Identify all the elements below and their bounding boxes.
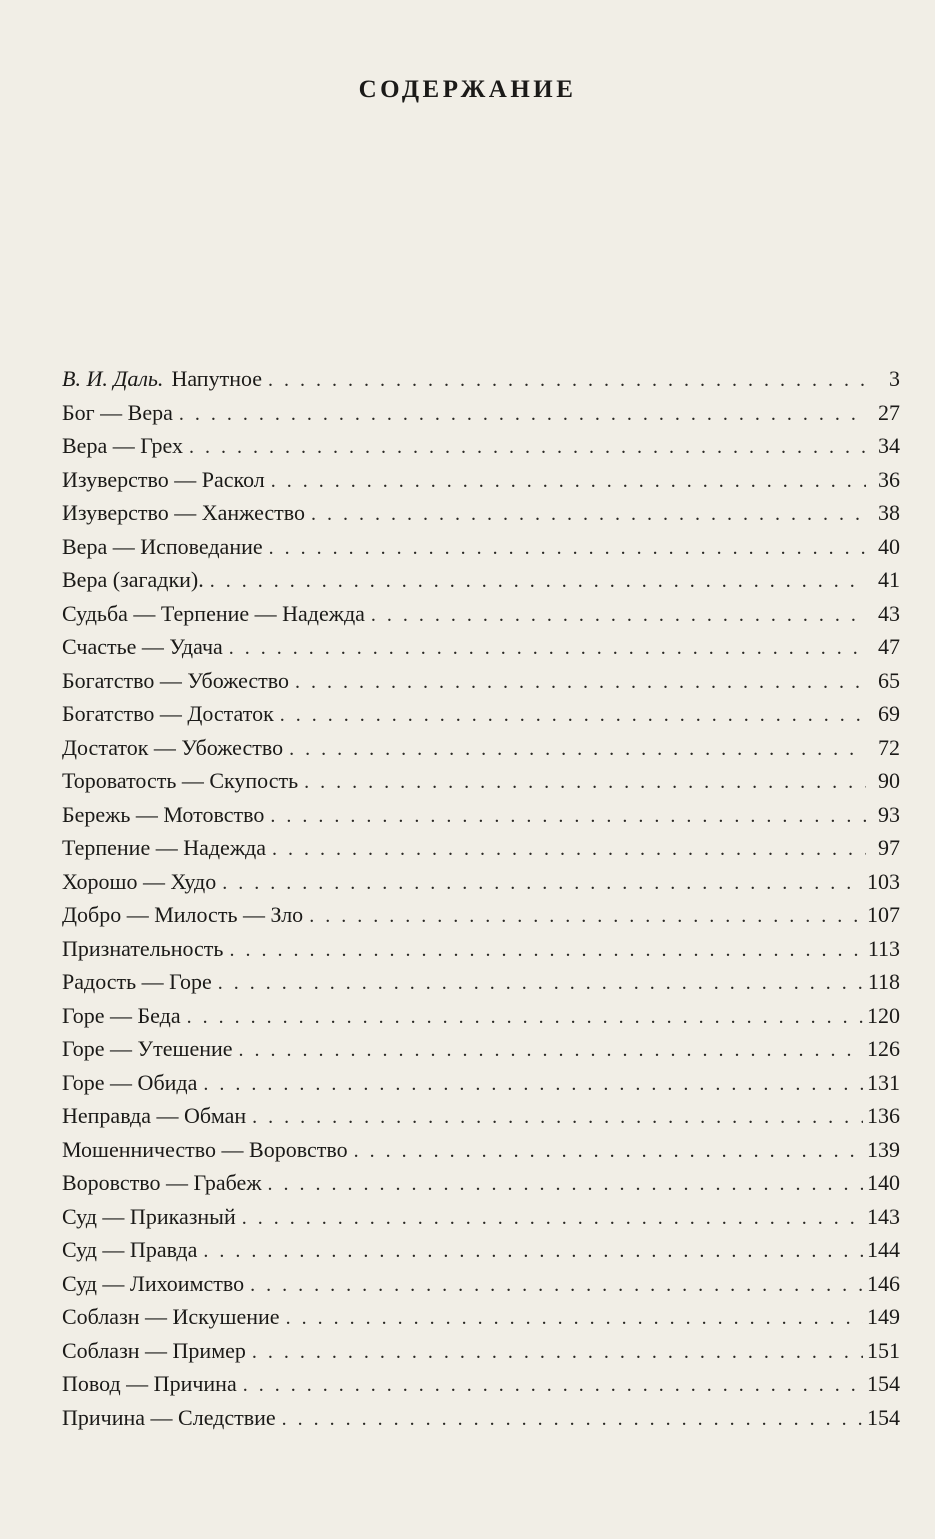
toc-entry [62,831,900,865]
toc-entry-title-text: Повод — Причина [62,1371,237,1396]
toc-entry-title-text: Неправда — Обман [62,1103,247,1128]
toc-entry-title [62,664,295,698]
toc-entry-title [62,1032,239,1066]
toc-entry [62,396,900,430]
dot-leader [268,364,866,398]
toc-entry-title-text: Счастье — Удача [62,634,223,659]
dot-leader [210,565,866,599]
toc-entry-title [62,1300,286,1334]
toc-entry-title-text: Изуверство — Раскол [62,466,265,492]
toc-page-number: 118 [867,969,900,994]
toc-entry-title [62,1334,252,1368]
toc-page-number: 151 [867,1337,900,1363]
toc-entry-title-text: Терпение — Надежда [62,835,266,860]
toc-entry [62,563,900,597]
dot-leader [203,1235,863,1269]
toc-page-number: 139 [867,1136,900,1162]
toc-entry [62,1099,900,1133]
toc-entry-title [62,1367,243,1401]
toc-entry-title-text: Вера — Грех [62,433,184,458]
dot-leader [252,1101,863,1135]
toc-page-number: 146 [867,1270,900,1296]
dot-leader [304,766,866,800]
dot-leader [268,1168,863,1202]
toc-page-number: 154 [867,1404,900,1430]
dot-leader [203,1068,863,1102]
dot-leader [354,1135,863,1169]
toc-entry-title [62,932,229,966]
toc-page-number: 41 [878,567,900,592]
toc-page-number: 93 [878,801,900,827]
toc-entry-title-text: Судьба — Терпение — Надежда [62,600,365,626]
toc-entry-title [62,530,269,564]
dot-leader [218,967,864,1001]
toc-entry-title-text: Горе — Беда [62,1002,181,1028]
toc-page-number: 154 [867,1371,900,1396]
toc-entry-title [62,362,268,396]
toc-entry-title-text: Горе — Утешение [62,1036,233,1061]
dot-leader [179,398,866,432]
toc-entry-title-text: Вера — Исповедание [62,533,263,559]
dot-leader [282,1403,863,1437]
toc-entry-title [62,798,270,832]
dot-leader [286,1302,863,1336]
toc-entry [62,362,900,396]
toc-entry-title-text: Воровство — Грабеж [62,1170,262,1195]
dot-leader [295,666,866,700]
toc-page-number: 72 [878,734,900,760]
toc-entry-title [62,898,309,932]
toc-page-number: 120 [867,1002,900,1028]
dot-leader [252,1336,863,1370]
toc-entry [62,1200,900,1234]
dot-leader [311,498,866,532]
page-title: СОДЕРЖАНИЕ [358,76,577,103]
toc-entry-title-text: Хорошо — Худо [62,868,217,894]
toc-page-number: 143 [867,1203,900,1229]
toc-entry [62,1367,900,1401]
dot-leader [371,599,866,633]
toc-entry-title [62,1267,250,1301]
toc-entry [62,496,900,530]
dot-leader [289,733,866,767]
dot-leader [269,532,866,566]
toc-page-number: 34 [878,433,900,458]
toc-entry-title-text: Напутное [171,366,262,391]
toc-page-number: 38 [878,500,900,525]
toc-entry-title [62,463,271,497]
dot-leader [239,1034,863,1068]
toc-entry-title-text: Горе — Обида [62,1069,198,1095]
toc-page-number: 144 [867,1237,900,1262]
toc-entry [62,664,900,698]
toc-entry-title [62,1166,268,1200]
toc-entry-title [62,396,179,430]
dot-leader [189,431,866,465]
toc-entry-title-text: Богатство — Убожество [62,667,290,693]
toc-entry-title [62,630,229,664]
toc-entry-title-text: Причина — Следствие [62,1404,276,1430]
toc-page-number: 36 [878,466,900,492]
toc-page-number: 136 [867,1103,900,1128]
toc-entry [62,798,900,832]
toc-page-number: 43 [878,600,900,626]
toc-page-number: 149 [867,1304,900,1329]
toc-entry-title [62,1133,354,1167]
toc-entry [62,1166,900,1200]
toc-page-number: 69 [878,701,900,726]
dot-leader [250,1269,863,1303]
toc-entry [62,898,900,932]
toc-entry-title-text: Достаток — Убожество [62,734,284,760]
toc-entry-title-text: Бог — Вера [62,399,173,425]
dot-leader [229,632,866,666]
toc-entry [62,932,900,966]
toc-entry-title [62,764,304,798]
toc-entry-title-text: Вера (загадки). [62,567,204,592]
toc-entry [62,764,900,798]
toc-page-number: 107 [867,902,900,927]
toc-entry-title [62,831,272,865]
toc-entry-title-text: Суд — Правда [62,1237,198,1262]
toc-entry [62,999,900,1033]
toc-entry-title [62,1066,203,1100]
toc-entry-title-text: Изуверство — Ханжество [62,500,306,525]
toc-entry [62,697,900,731]
toc-entry-title [62,1401,282,1435]
toc-entry [62,597,900,631]
toc-entry-title [62,697,280,731]
toc-page-number: 97 [878,835,900,860]
toc-entry [62,1267,900,1301]
toc-page-number: 90 [878,768,900,793]
toc-page-number: 27 [878,399,900,425]
toc-entry [62,1066,900,1100]
toc-entry-title-text: Богатство — Достаток [62,701,274,726]
dot-leader [187,1001,863,1035]
dot-leader [243,1369,863,1403]
toc-entry [62,1133,900,1167]
toc-entry-title-text: Суд — Приказный [62,1203,236,1229]
toc-entry [62,1032,900,1066]
toc-entry-title [62,429,189,463]
toc-entry [62,1233,900,1267]
toc-page-number: 40 [878,533,900,559]
dot-leader [270,800,866,834]
toc-entry-title-text: Бережь — Мотовство [62,801,265,827]
toc-entry-title-text: Радость — Горе [62,969,212,994]
dot-leader [242,1202,863,1236]
toc-page-number: 140 [867,1170,900,1195]
toc-entry [62,731,900,765]
toc-entry [62,865,900,899]
toc-page-number: 3 [889,366,900,391]
toc-entry-title [62,865,222,899]
toc-entry-title [62,1233,203,1267]
toc-entry-author: В. И. Даль. [62,366,164,391]
dot-leader [271,465,866,499]
toc-entry [62,965,900,999]
table-of-contents [62,362,900,1434]
toc-entry-title-text: Признательность [62,935,224,961]
toc-entry-title-text: Соблазн — Искушение [62,1304,280,1329]
toc-page-number: 47 [878,634,900,659]
dot-leader [272,833,866,867]
dot-leader [222,867,863,901]
toc-entry [62,530,900,564]
toc-entry-title-text: Суд — Лихоимство [62,1270,245,1296]
toc-page-number: 126 [867,1036,900,1061]
toc-entry [62,1401,900,1435]
toc-entry-title [62,1200,242,1234]
toc-entry [62,630,900,664]
toc-entry-title [62,563,210,597]
toc-entry-title [62,999,187,1033]
toc-entry [62,1334,900,1368]
toc-entry-title [62,1099,252,1133]
dot-leader [229,934,863,968]
toc-entry-title-text: Соблазн — Пример [62,1337,246,1363]
toc-entry [62,1300,900,1334]
toc-entry-title [62,965,218,999]
toc-entry-title-text: Тороватость — Скупость [62,768,299,793]
dot-leader [309,900,863,934]
toc-entry-title [62,496,311,530]
toc-entry-title [62,597,371,631]
toc-page-number: 131 [867,1069,900,1095]
toc-page-number: 103 [867,868,900,894]
toc-page-number: 113 [867,935,900,961]
toc-entry [62,463,900,497]
toc-entry-title-text: Добро — Милость — Зло [62,902,304,927]
toc-page-number: 65 [878,667,900,693]
dot-leader [280,699,866,733]
toc-entry-title [62,731,289,765]
toc-entry [62,429,900,463]
toc-entry-title-text: Мошенничество — Воровство [62,1136,348,1162]
